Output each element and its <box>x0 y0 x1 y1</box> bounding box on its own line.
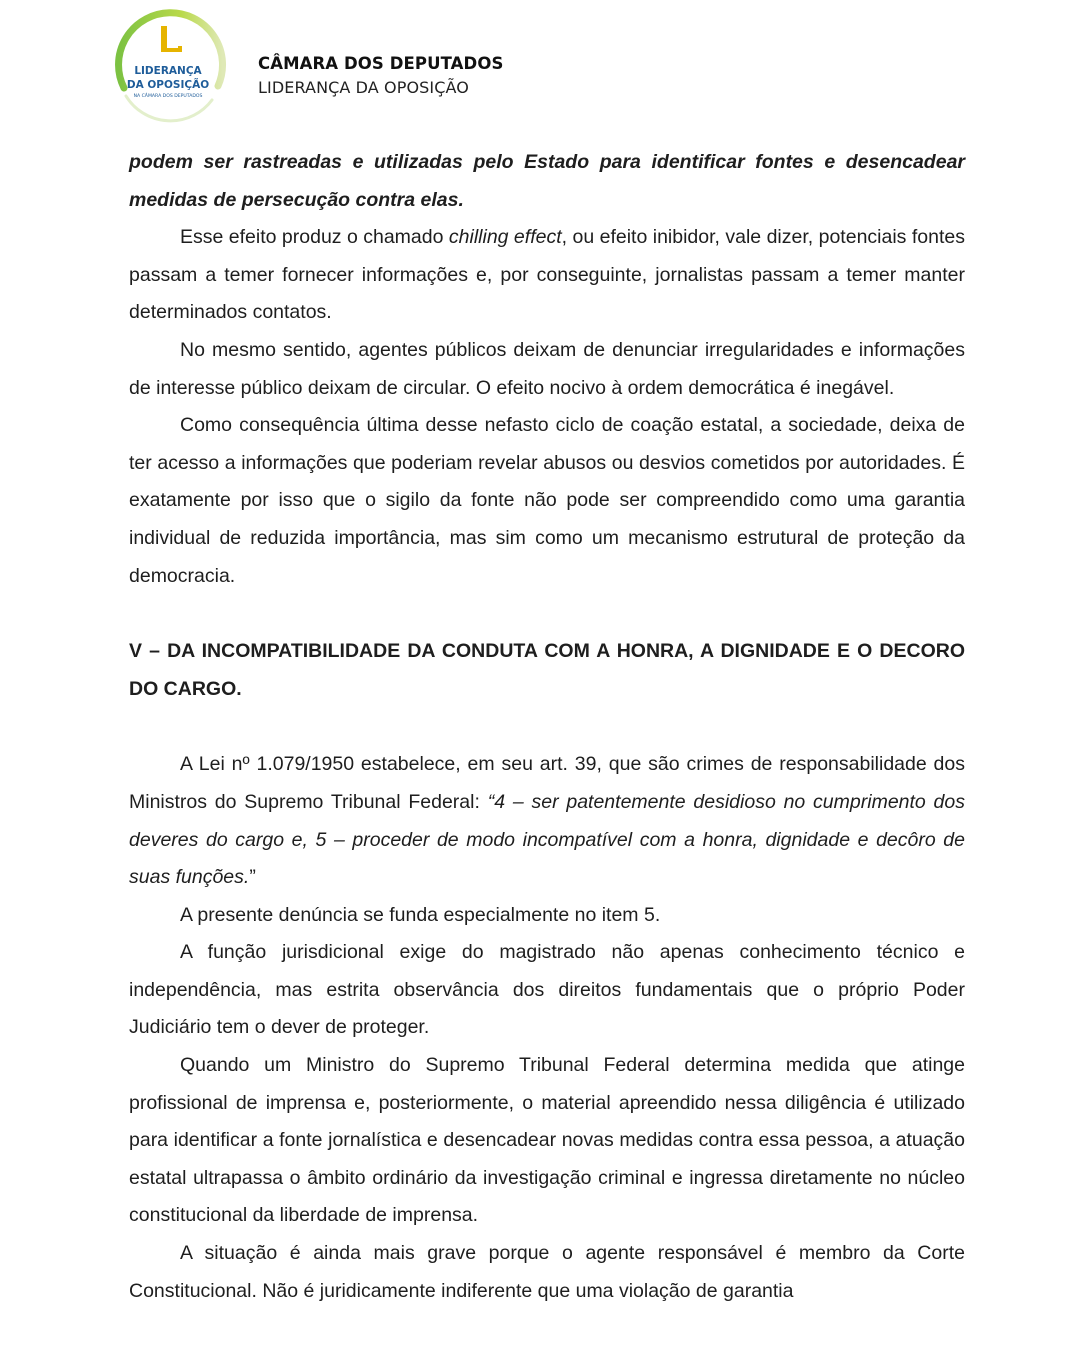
legal-quote: “4 – ser patentemente desidioso no cumprimento dos deveres do cargo e, 5 – proceder de modo incompatível com a honra, dignidade e decôro de suas funções. <box>129 790 965 889</box>
paragraph-ministro-stf: Quando um Ministro do Supremo Tribunal Federal determina medida que atinge profissional de imprensa e, posteriormente, o material apreendido nessa diligência é utilizado para identificar a fonte jornalística e desencadear novas medidas contra essa pessoa, a atuação estatal ultrapassa o âmbito ordinário da investigação criminal e ingressa diretamente no núcleo constitucional da liberdade de imprensa. <box>129 1054 965 1227</box>
paragraph-agentes-publicos: No mesmo sentido, agentes públicos deixam de denunciar irregularidades e informações de interesse público deixam de circular. O efeito nocivo à ordem democrática é inegável. <box>129 338 965 399</box>
text: A Lei nº 1.079/1950 estabelece, em seu art. 39, que são crimes de responsabilidade dos Ministros do Supremo Tribunal Federal: <box>129 753 965 813</box>
logo-line2: DA OPOSIÇÃO <box>126 79 210 91</box>
section-heading: V – DA INCOMPATIBILIDADE DA CONDUTA COM A HONRA, A DIGNIDADE E O DECORO DO CARGO. <box>129 640 965 700</box>
paragraph-consequencia: Como consequência última desse nefasto ciclo de coação estatal, a sociedade, deixa de ter acesso a informações que poderiam revelar abusos ou desvios cometidos por autoridades. É exatamente por isso que o sigilo da fonte não pode ser compreendido como uma garantia individual de reduzida importância, mas sim como um mecanismo estrutural de proteção da democracia. <box>129 414 965 587</box>
logo-line1: LIDERANÇA <box>134 65 202 77</box>
paragraph-chilling-effect <box>129 219 965 332</box>
paragraph-funcao-jurisdicional: A função jurisdicional exige do magistrado não apenas conhecimento técnico e independência, mas estrita observância dos direitos fundamentais que o próprio Poder Judiciário tem o dever de proteger. <box>129 941 965 1039</box>
lideranca-oposicao-logo <box>112 8 228 124</box>
text: Esse efeito produz o chamado <box>180 226 449 249</box>
page-header <box>112 8 812 124</box>
document-body <box>129 144 965 1310</box>
paragraph-denuncia: A presente denúncia se funda especialmente no item 5. <box>180 903 661 926</box>
header-text <box>258 52 503 100</box>
header-title: CÂMARA DOS DEPUTADOS <box>258 54 504 73</box>
text: ” <box>249 866 256 889</box>
header-subtitle: LIDERANÇA DA OPOSIÇÃO <box>258 78 469 97</box>
paragraph-situacao-grave: A situação é ainda mais grave porque o agente responsável é membro da Corte Constitucional. Não é juridicamente indiferente que uma violação de garantia <box>129 1242 965 1302</box>
paragraph-continuation: podem ser rastreadas e utilizadas pelo Estado para identificar fontes e desencadear medidas de persecução contra elas. <box>129 151 965 211</box>
paragraph-lei-1079 <box>129 746 965 896</box>
term-chilling-effect: chilling effect <box>448 226 562 249</box>
text: , ou efeito inibidor, vale dizer, potenciais fontes passam a temer fornecer informações e, por conseguinte, jornalistas passam a temer manter determinados contatos. <box>129 226 965 324</box>
logo-line3: NA CÂMARA DOS DEPUTADOS <box>133 94 203 99</box>
